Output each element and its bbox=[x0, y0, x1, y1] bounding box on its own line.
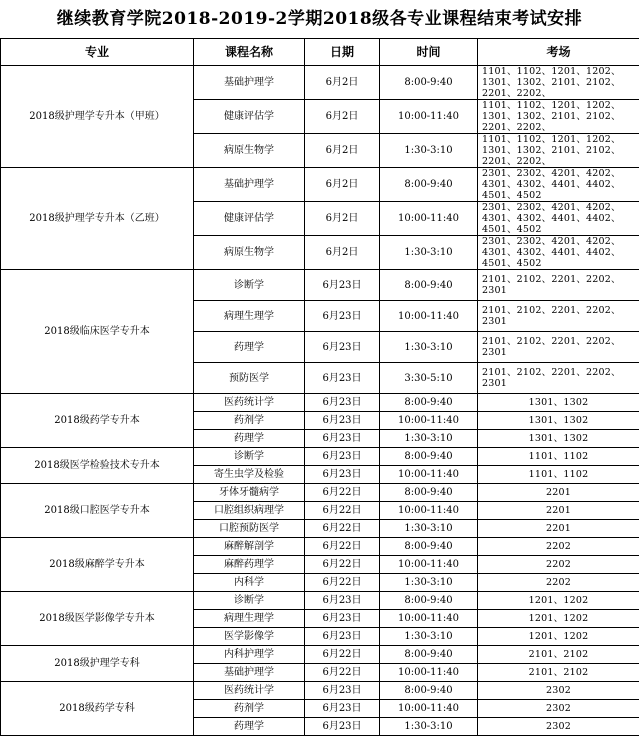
rooms-cell: 2202 bbox=[478, 538, 639, 556]
rooms-cell: 2202 bbox=[478, 556, 639, 574]
rooms-cell: 1101、1102 bbox=[478, 448, 639, 466]
time-cell: 8:00-9:40 bbox=[380, 646, 478, 664]
date-cell: 6月22日 bbox=[305, 646, 380, 664]
date-cell: 6月22日 bbox=[305, 664, 380, 682]
table-row bbox=[1, 592, 639, 610]
table-row bbox=[1, 448, 639, 466]
major-cell: 2018级临床医学专升本 bbox=[1, 270, 194, 394]
rooms-cell: 2101、2102、2201、2202、2301 bbox=[478, 301, 639, 332]
time-cell: 8:00-9:40 bbox=[380, 592, 478, 610]
time-cell: 10:00-11:40 bbox=[380, 100, 478, 134]
course-cell: 医药统计学 bbox=[194, 394, 305, 412]
date-cell: 6月22日 bbox=[305, 484, 380, 502]
time-cell: 1:30-3:10 bbox=[380, 236, 478, 270]
date-cell: 6月22日 bbox=[305, 538, 380, 556]
header-row bbox=[1, 39, 639, 66]
major-cell: 2018级口腔医学专升本 bbox=[1, 484, 194, 538]
date-cell: 6月23日 bbox=[305, 448, 380, 466]
course-cell: 口腔预防医学 bbox=[194, 520, 305, 538]
course-cell: 寄生虫学及检验 bbox=[194, 466, 305, 484]
header-rooms: 考场 bbox=[478, 39, 639, 66]
time-cell: 8:00-9:40 bbox=[380, 394, 478, 412]
time-cell: 10:00-11:40 bbox=[380, 412, 478, 430]
course-cell: 药剂学 bbox=[194, 412, 305, 430]
rooms-cell: 2201 bbox=[478, 520, 639, 538]
course-cell: 基础护理学 bbox=[194, 168, 305, 202]
rooms-cell: 2201 bbox=[478, 484, 639, 502]
rooms-cell: 1301、1302 bbox=[478, 430, 639, 448]
rooms-cell: 1201、1202 bbox=[478, 610, 639, 628]
date-cell: 6月2日 bbox=[305, 66, 380, 100]
time-cell: 8:00-9:40 bbox=[380, 270, 478, 301]
course-cell: 病原生物学 bbox=[194, 134, 305, 168]
course-cell: 麻醉解剖学 bbox=[194, 538, 305, 556]
time-cell: 8:00-9:40 bbox=[380, 66, 478, 100]
header-major: 专业 bbox=[1, 39, 194, 66]
date-cell: 6月23日 bbox=[305, 628, 380, 646]
date-cell: 6月2日 bbox=[305, 236, 380, 270]
rooms-cell: 2301、2302、4201、4202、4301、4302、4401、4402、4501、4502 bbox=[478, 168, 639, 202]
table-row bbox=[1, 66, 639, 100]
time-cell: 10:00-11:40 bbox=[380, 610, 478, 628]
course-cell: 病原生物学 bbox=[194, 236, 305, 270]
course-cell: 内科护理学 bbox=[194, 646, 305, 664]
header-time: 时间 bbox=[380, 39, 478, 66]
table-row bbox=[1, 682, 639, 700]
time-cell: 10:00-11:40 bbox=[380, 502, 478, 520]
date-cell: 6月23日 bbox=[305, 430, 380, 448]
rooms-cell: 2101、2102、2201、2202、2301 bbox=[478, 332, 639, 363]
course-cell: 基础护理学 bbox=[194, 664, 305, 682]
time-cell: 3:30-5:10 bbox=[380, 363, 478, 394]
course-cell: 诊断学 bbox=[194, 270, 305, 301]
time-cell: 1:30-3:10 bbox=[380, 718, 478, 736]
date-cell: 6月2日 bbox=[305, 202, 380, 236]
rooms-cell: 1201、1202 bbox=[478, 628, 639, 646]
course-cell: 口腔组织病理学 bbox=[194, 502, 305, 520]
date-cell: 6月2日 bbox=[305, 168, 380, 202]
date-cell: 6月23日 bbox=[305, 682, 380, 700]
date-cell: 6月2日 bbox=[305, 134, 380, 168]
time-cell: 1:30-3:10 bbox=[380, 520, 478, 538]
date-cell: 6月23日 bbox=[305, 412, 380, 430]
rooms-cell: 2302 bbox=[478, 700, 639, 718]
table-row bbox=[1, 538, 639, 556]
header-course: 课程名称 bbox=[194, 39, 305, 66]
rooms-cell: 2201 bbox=[478, 502, 639, 520]
major-cell: 2018级护理学专升本（乙班） bbox=[1, 168, 194, 270]
time-cell: 1:30-3:10 bbox=[380, 628, 478, 646]
major-cell: 2018级护理学专科 bbox=[1, 646, 194, 682]
rooms-cell: 2101、2102 bbox=[478, 646, 639, 664]
rooms-cell: 2101、2102、2201、2202、2301 bbox=[478, 363, 639, 394]
time-cell: 8:00-9:40 bbox=[380, 448, 478, 466]
date-cell: 6月22日 bbox=[305, 520, 380, 538]
course-cell: 药理学 bbox=[194, 718, 305, 736]
table-row bbox=[1, 646, 639, 664]
time-cell: 10:00-11:40 bbox=[380, 466, 478, 484]
major-cell: 2018级麻醉学专升本 bbox=[1, 538, 194, 592]
time-cell: 1:30-3:10 bbox=[380, 134, 478, 168]
date-cell: 6月23日 bbox=[305, 592, 380, 610]
course-cell: 健康评估学 bbox=[194, 100, 305, 134]
date-cell: 6月23日 bbox=[305, 363, 380, 394]
date-cell: 6月23日 bbox=[305, 394, 380, 412]
rooms-cell: 2202 bbox=[478, 574, 639, 592]
rooms-cell: 2301、2302、4201、4202、4301、4302、4401、4402、4501、4502 bbox=[478, 236, 639, 270]
time-cell: 1:30-3:10 bbox=[380, 332, 478, 363]
course-cell: 药理学 bbox=[194, 332, 305, 363]
rooms-cell: 2101、2102、2201、2202、2301 bbox=[478, 270, 639, 301]
major-cell: 2018级医学检验技术专升本 bbox=[1, 448, 194, 484]
rooms-cell: 2302 bbox=[478, 682, 639, 700]
course-cell: 药理学 bbox=[194, 430, 305, 448]
time-cell: 10:00-11:40 bbox=[380, 700, 478, 718]
header-date: 日期 bbox=[305, 39, 380, 66]
course-cell: 医药统计学 bbox=[194, 682, 305, 700]
time-cell: 8:00-9:40 bbox=[380, 538, 478, 556]
schedule-body bbox=[1, 66, 639, 736]
rooms-cell: 2302 bbox=[478, 718, 639, 736]
table-row bbox=[1, 270, 639, 301]
major-cell: 2018级医学影像学专升本 bbox=[1, 592, 194, 646]
time-cell: 10:00-11:40 bbox=[380, 556, 478, 574]
rooms-cell: 1101、1102、1201、1202、1301、1302、2101、2102、2201、2202、 bbox=[478, 134, 639, 168]
time-cell: 1:30-3:10 bbox=[380, 574, 478, 592]
date-cell: 6月23日 bbox=[305, 610, 380, 628]
date-cell: 6月22日 bbox=[305, 556, 380, 574]
table-row bbox=[1, 484, 639, 502]
exam-schedule-table bbox=[0, 38, 639, 736]
course-cell: 预防医学 bbox=[194, 363, 305, 394]
date-cell: 6月2日 bbox=[305, 100, 380, 134]
rooms-cell: 2101、2102 bbox=[478, 664, 639, 682]
date-cell: 6月23日 bbox=[305, 718, 380, 736]
time-cell: 10:00-11:40 bbox=[380, 664, 478, 682]
date-cell: 6月23日 bbox=[305, 301, 380, 332]
course-cell: 医学影像学 bbox=[194, 628, 305, 646]
course-cell: 内科学 bbox=[194, 574, 305, 592]
rooms-cell: 1101、1102 bbox=[478, 466, 639, 484]
date-cell: 6月23日 bbox=[305, 270, 380, 301]
page-title: 继续教育学院2018-2019-2学期2018级各专业课程结束考试安排 bbox=[0, 0, 639, 38]
table-row bbox=[1, 168, 639, 202]
rooms-cell: 2301、2302、4201、4202、4301、4302、4401、4402、4501、4502 bbox=[478, 202, 639, 236]
course-cell: 基础护理学 bbox=[194, 66, 305, 100]
rooms-cell: 1301、1302 bbox=[478, 394, 639, 412]
date-cell: 6月23日 bbox=[305, 332, 380, 363]
date-cell: 6月23日 bbox=[305, 466, 380, 484]
date-cell: 6月23日 bbox=[305, 700, 380, 718]
course-cell: 药剂学 bbox=[194, 700, 305, 718]
time-cell: 10:00-11:40 bbox=[380, 301, 478, 332]
course-cell: 牙体牙髓病学 bbox=[194, 484, 305, 502]
date-cell: 6月22日 bbox=[305, 502, 380, 520]
time-cell: 10:00-11:40 bbox=[380, 202, 478, 236]
course-cell: 诊断学 bbox=[194, 592, 305, 610]
rooms-cell: 1201、1202 bbox=[478, 592, 639, 610]
course-cell: 诊断学 bbox=[194, 448, 305, 466]
time-cell: 1:30-3:10 bbox=[380, 430, 478, 448]
course-cell: 病理生理学 bbox=[194, 610, 305, 628]
rooms-cell: 1101、1102、1201、1202、1301、1302、2101、2102、2201、2202、 bbox=[478, 100, 639, 134]
course-cell: 健康评估学 bbox=[194, 202, 305, 236]
time-cell: 8:00-9:40 bbox=[380, 484, 478, 502]
major-cell: 2018级药学专科 bbox=[1, 682, 194, 736]
course-cell: 病理生理学 bbox=[194, 301, 305, 332]
major-cell: 2018级护理学专升本（甲班） bbox=[1, 66, 194, 168]
time-cell: 8:00-9:40 bbox=[380, 682, 478, 700]
course-cell: 麻醉药理学 bbox=[194, 556, 305, 574]
time-cell: 8:00-9:40 bbox=[380, 168, 478, 202]
rooms-cell: 1101、1102、1201、1202、1301、1302、2101、2102、2201、2202、 bbox=[478, 66, 639, 100]
rooms-cell: 1301、1302 bbox=[478, 412, 639, 430]
major-cell: 2018级药学专升本 bbox=[1, 394, 194, 448]
table-row bbox=[1, 394, 639, 412]
date-cell: 6月22日 bbox=[305, 574, 380, 592]
